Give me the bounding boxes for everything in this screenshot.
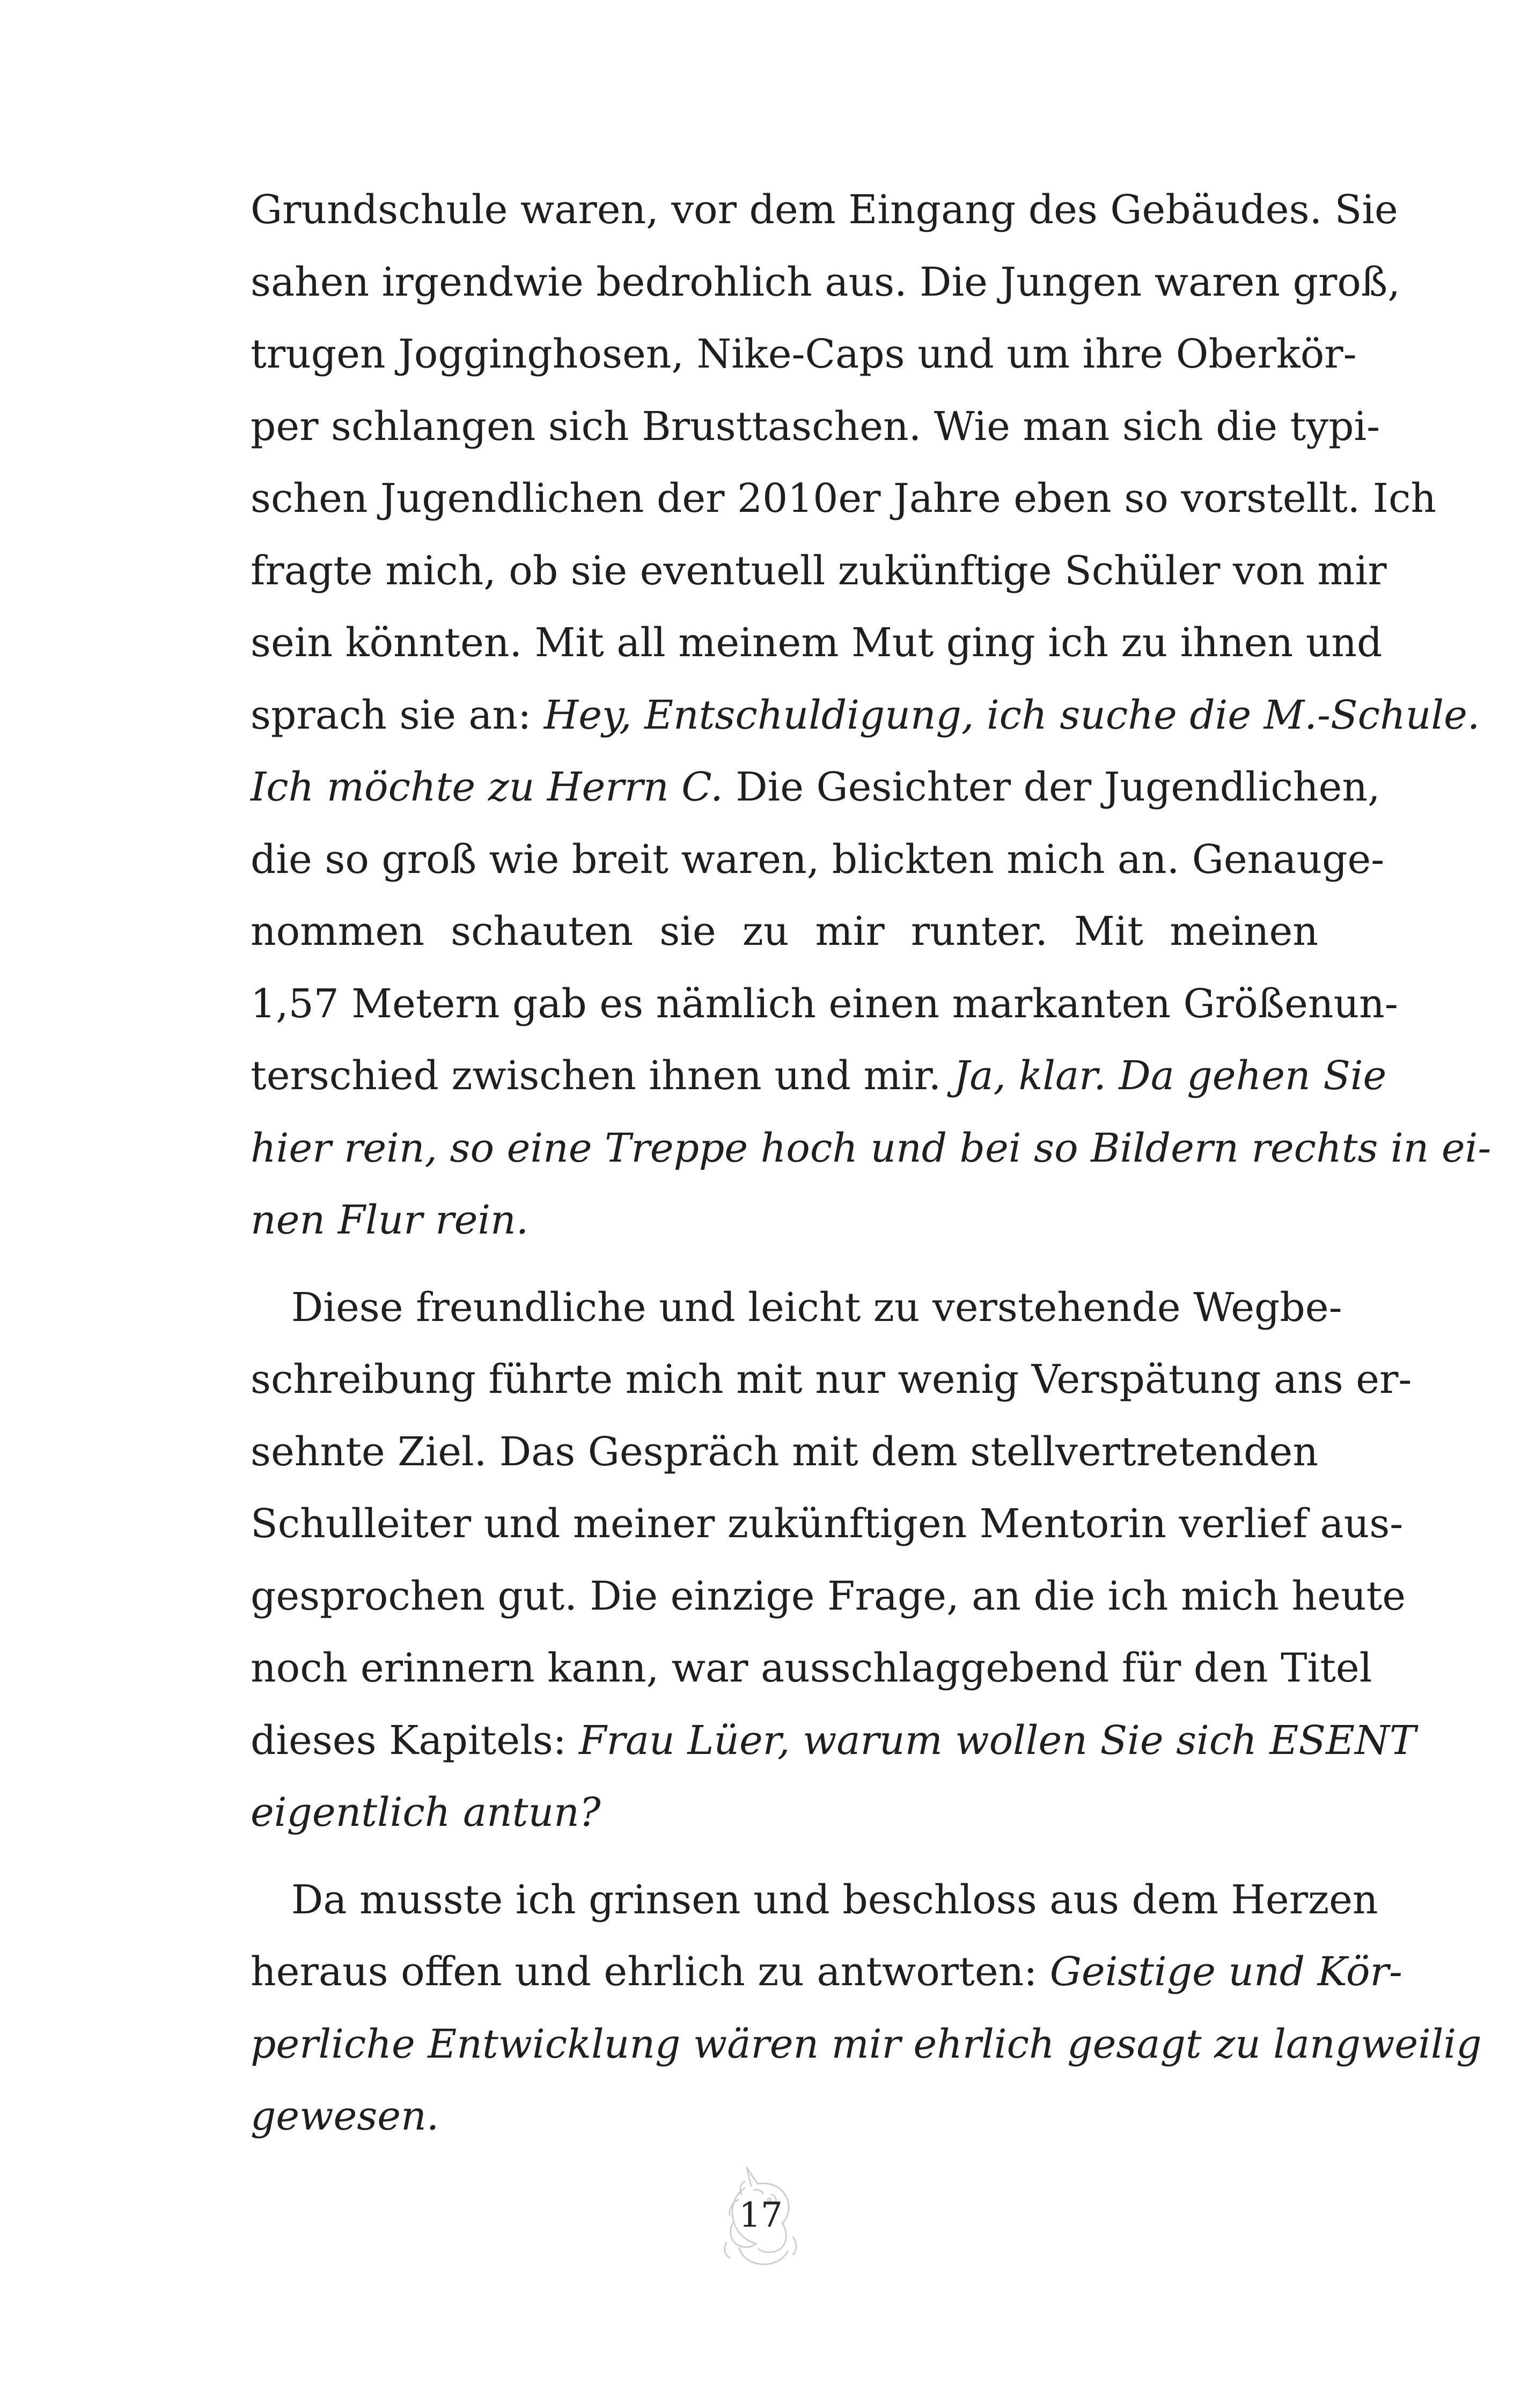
italic-text-run: eigentlich antun? (251, 1789, 601, 1836)
text-line (251, 895, 1318, 968)
text-run: trugen Jogginghosen, Nike-Caps und um ihre Oberkör- (251, 331, 1357, 377)
text-line (251, 1040, 1387, 1112)
italic-text-run: Ich möchte zu Herrn C. (251, 764, 723, 810)
text-line (251, 751, 1380, 824)
text-run: Grundschule waren, vor dem Eingang des Gebäudes. Sie (251, 187, 1398, 233)
text-line (251, 1488, 1404, 1560)
text-line (251, 679, 1480, 752)
italic-text-run: Ja, klar. Da gehen Sie (953, 1053, 1387, 1099)
text-line (251, 462, 1437, 535)
text-run: Diese freundliche und leicht zu verstehende Wegbe- (291, 1284, 1342, 1331)
text-run: terschied zwischen ihnen und mir. (251, 1053, 954, 1099)
italic-text-run: perliche Entwicklung wären mir ehrlich gesagt zu langweilig (251, 2021, 1482, 2067)
text-line (251, 1560, 1406, 1633)
text-line (251, 1776, 1318, 1849)
text-line (251, 1184, 1318, 1257)
text-line (251, 1705, 1416, 1777)
text-run: per schlangen sich Brusttaschen. Wie man sich die typi- (251, 403, 1380, 450)
italic-text-run: Frau Lüer, warum wollen Sie sich ESENT (579, 1717, 1416, 1764)
paragraph-gap (251, 1257, 1318, 1272)
text-run: Die Gesichter der Jugendlichen, (723, 764, 1380, 810)
text-run: sehnte Ziel. Das Gespräch mit dem stellvertretenden (251, 1428, 1318, 1475)
text-run: heraus offen und ehrlich zu antworten: (251, 1949, 1050, 1995)
text-run: 1,57 Metern gab es nämlich einen markanten Größenun- (251, 980, 1398, 1027)
paragraph (251, 1864, 1482, 2153)
text-run: schreibung führte mich mit nur wenig Verspätung ans er- (251, 1356, 1412, 1403)
text-run: sein könnten. Mit all meinem Mut ging ich zu ihnen und (251, 620, 1383, 666)
text-line (251, 968, 1398, 1040)
italic-text-run: hier rein, so eine Treppe hoch und bei so Bildern rechts in ei- (251, 1125, 1491, 1171)
italic-text-run: Hey, Entschuldigung, ich suche die M.-Schule. (543, 692, 1480, 738)
text-line (251, 1112, 1491, 1185)
italic-text-run: nen Flur rein. (251, 1197, 529, 1243)
text-line (251, 535, 1387, 607)
text-run: schen Jugendlichen der 2010er Jahre eben so vorstellt. Ich (251, 475, 1437, 522)
text-run: gesprochen gut. Die einzige Frage, an die ich mich heute (251, 1573, 1406, 1619)
text-line (251, 246, 1400, 319)
text-run: Schulleiter und meiner zukünftigen Mentorin verlief aus- (251, 1501, 1404, 1547)
text-run: sahen irgendwie bedrohlich aus. Die Jungen waren groß, (251, 259, 1400, 305)
paragraph-gap (251, 1849, 1318, 1864)
paragraph (251, 174, 1491, 1257)
body-text (251, 174, 1491, 2153)
text-line (251, 1344, 1412, 1416)
text-run: dieses Kapitels: (251, 1717, 579, 1764)
text-line (251, 1416, 1318, 1488)
text-line (251, 1632, 1372, 1705)
text-run: noch erinnern kann, war ausschlaggebend für den Titel (251, 1645, 1372, 1691)
text-line (251, 2008, 1482, 2081)
text-line (251, 1936, 1402, 2008)
text-run: Da musste ich grinsen und beschloss aus dem Herzen (291, 1876, 1378, 1923)
page-footer (707, 2162, 814, 2270)
text-run: fragte mich, ob sie eventuell zukünftige Schüler von mir (251, 547, 1387, 594)
text-line (251, 391, 1380, 463)
page-number: 17 (739, 2196, 783, 2235)
text-run: die so groß wie breit waren, blickten mich an. Genauge- (251, 836, 1385, 883)
text-run: sprach sie an: (251, 692, 544, 738)
text-line (251, 174, 1398, 246)
text-line (251, 1864, 1378, 1936)
text-run: nommen schauten sie zu mir runter. Mit meinen (251, 908, 1318, 955)
italic-text-run: Geistige und Kör- (1049, 1949, 1402, 1995)
text-line (251, 318, 1357, 391)
italic-text-run: gewesen. (251, 2093, 439, 2139)
text-line (251, 1272, 1342, 1344)
text-line (251, 607, 1383, 679)
paragraph (251, 1272, 1416, 1849)
text-line (251, 824, 1385, 896)
text-line (251, 2080, 1318, 2153)
